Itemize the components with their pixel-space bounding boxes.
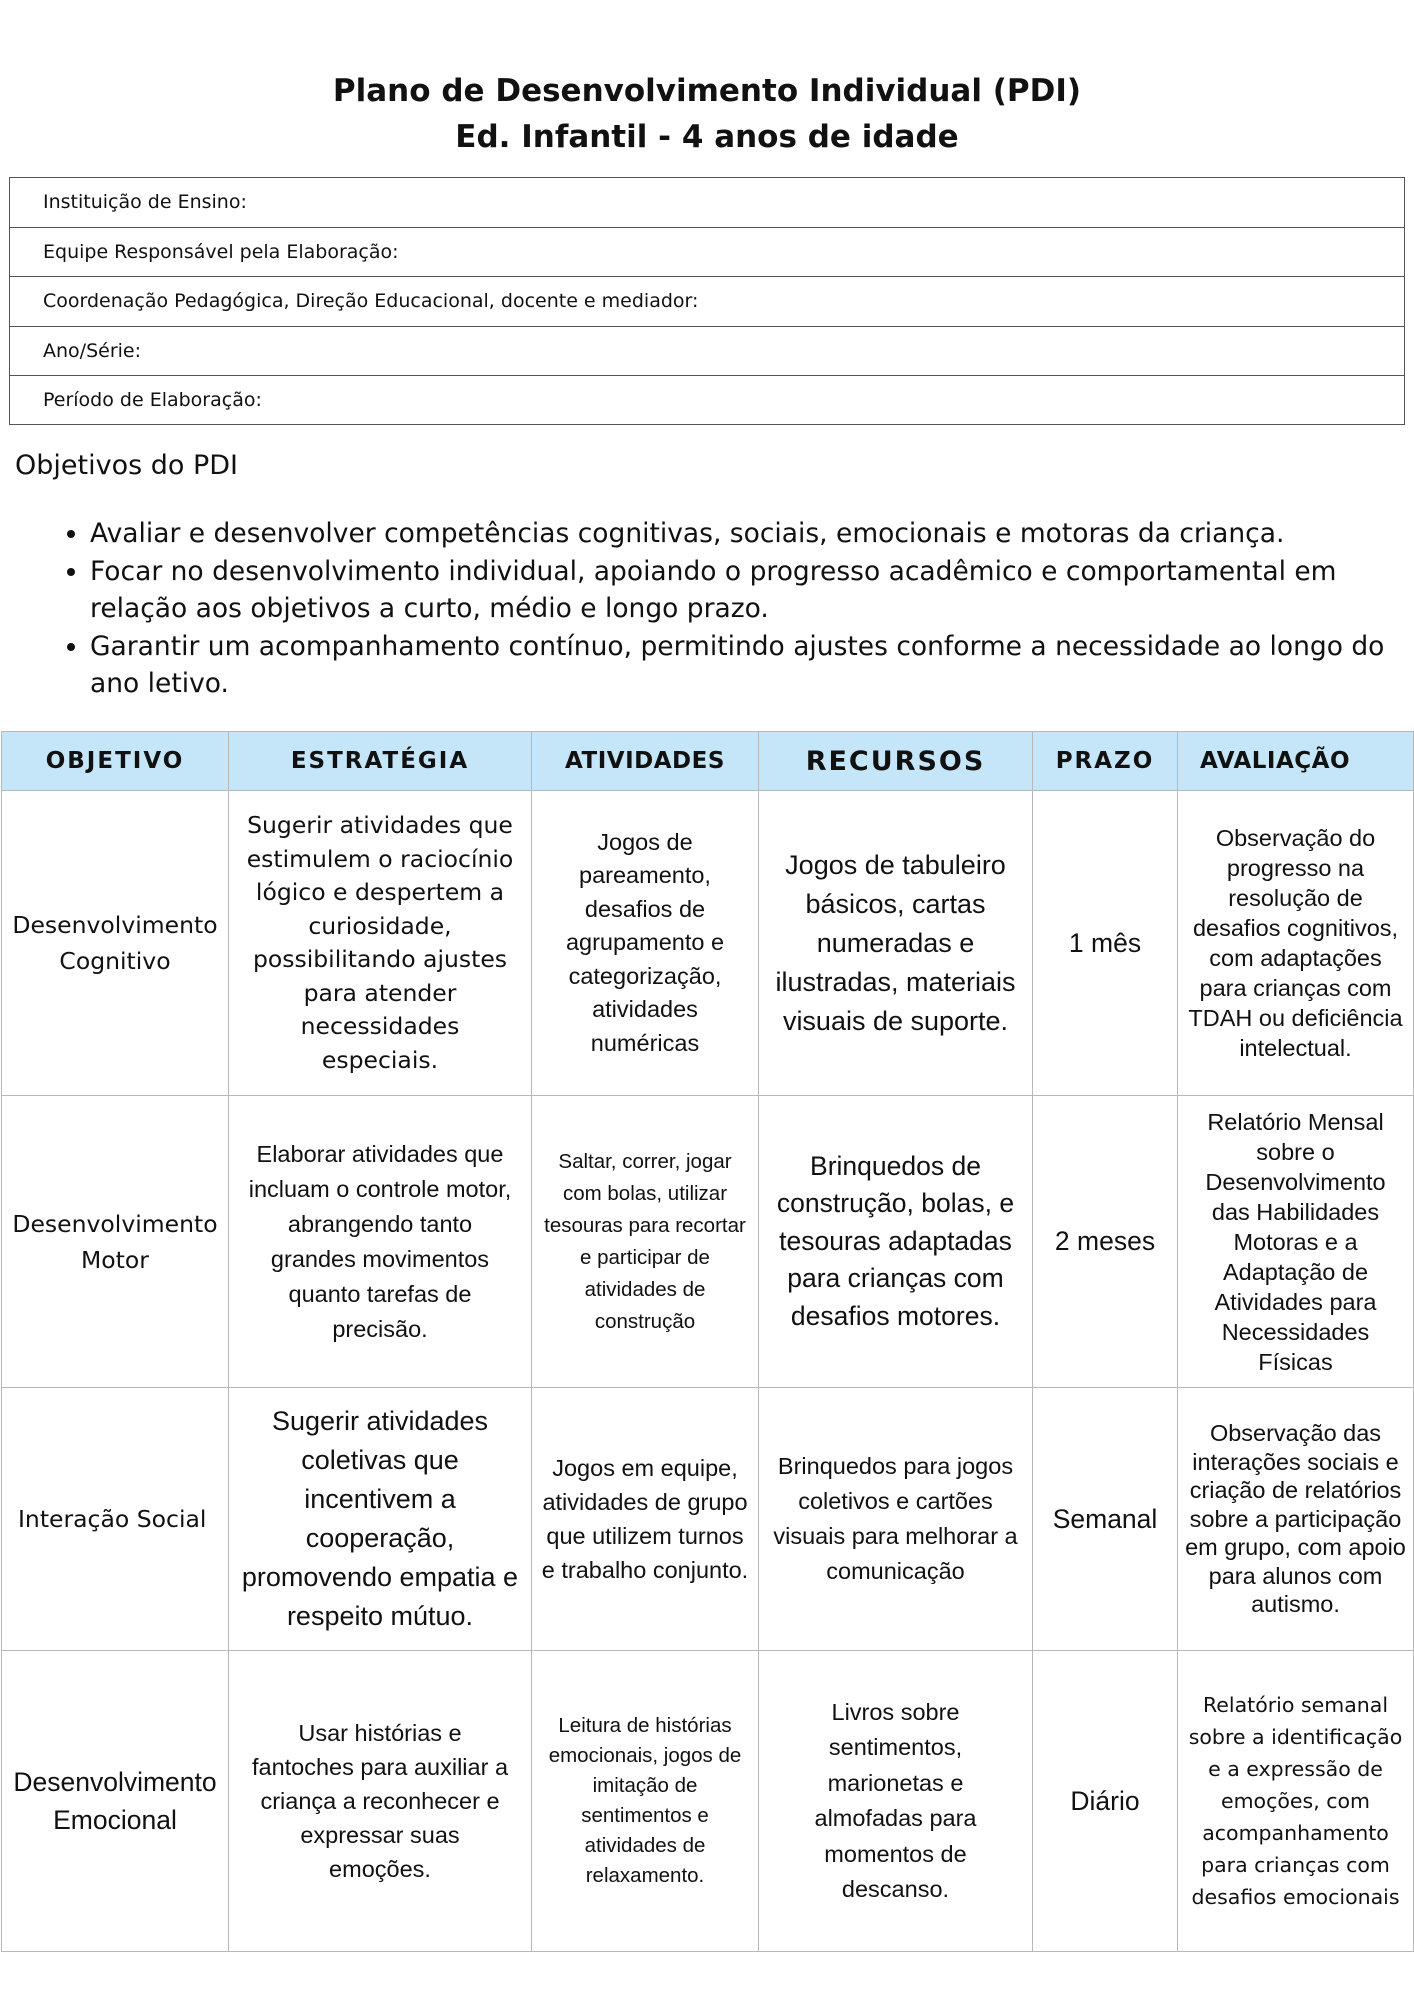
cell-avaliacao: Relatório Mensal sobre o Desenvolvimento das Habilidades Motoras e a Adaptação de Atividades para Necessidades Físicas [1178, 1096, 1414, 1388]
cell-avaliacao: Observação do progresso na resolução de desafios cognitivos, com adaptações para crianças com TDAH ou deficiência intelectual. [1178, 791, 1414, 1096]
cell-recursos: Brinquedos para jogos coletivos e cartões visuais para melhorar a comunicação [759, 1388, 1033, 1651]
table-row [2, 791, 1414, 1096]
cell-avaliacao: Relatório semanal sobre a identificação e a expressão de emoções, com acompanhamento para crianças com desafios emocionais [1178, 1651, 1414, 1952]
pdi-table [1, 731, 1414, 1952]
header-atividades: ATIVIDADES [532, 732, 759, 791]
cell-prazo: 1 mês [1033, 791, 1178, 1096]
cell-estrategia: Usar histórias e fantoches para auxiliar a criança a reconhecer e expressar suas emoções. [229, 1651, 532, 1952]
info-form [9, 177, 1405, 425]
cell-recursos: Livros sobre sentimentos, marionetas e almofadas para momentos de descanso. [759, 1651, 1033, 1952]
field-coordenacao[interactable]: Coordenação Pedagógica, Direção Educacional, docente e mediador: [10, 277, 1404, 327]
cell-avaliacao: Observação das interações sociais e criação de relatórios sobre a participação em grupo, com apoio para alunos com autismo. [1178, 1388, 1414, 1651]
cell-atividades: Jogos de pareamento, desafios de agrupamento e categorização, atividades numéricas [532, 791, 759, 1096]
cell-objetivo: Desenvolvimento Emocional [2, 1651, 229, 1952]
objective-item: • Garantir um acompanhamento contínuo, permitindo ajustes conforme a necessidade ao longo do ano letivo. [90, 628, 1390, 703]
header-estrategia: ESTRATÉGIA [229, 732, 532, 791]
objectives-heading: Objetivos do PDI [15, 450, 239, 481]
cell-estrategia: Sugerir atividades que estimulem o raciocínio lógico e despertem a curiosidade, possibilitando ajustes para atender necessidades especiais. [229, 791, 532, 1096]
table-row [2, 1388, 1414, 1651]
cell-prazo: Semanal [1033, 1388, 1178, 1651]
header-recursos: RECURSOS [759, 732, 1033, 791]
cell-recursos: Brinquedos de construção, bolas, e tesouras adaptadas para crianças com desafios motores. [759, 1096, 1033, 1388]
cell-atividades: Leitura de histórias emocionais, jogos de imitação de sentimentos e atividades de relaxamento. [532, 1651, 759, 1952]
objectives-list [52, 515, 1390, 703]
table-row [2, 1096, 1414, 1388]
table-header-row [2, 732, 1414, 791]
cell-atividades: Jogos em equipe, atividades de grupo que utilizem turnos e trabalho conjunto. [532, 1388, 759, 1651]
field-equipe[interactable]: Equipe Responsável pela Elaboração: [10, 228, 1404, 278]
cell-objetivo: Desenvolvimento Cognitivo [2, 791, 229, 1096]
table-row [2, 1651, 1414, 1952]
cell-objetivo: Interação Social [2, 1388, 229, 1651]
title-line-2: Ed. Infantil - 4 anos de idade [455, 119, 959, 155]
header-prazo: PRAZO [1033, 732, 1178, 791]
cell-prazo: 2 meses [1033, 1096, 1178, 1388]
cell-estrategia: Elaborar atividades que incluam o controle motor, abrangendo tanto grandes movimentos quanto tarefas de precisão. [229, 1096, 532, 1388]
objective-item: • Avaliar e desenvolver competências cognitivas, sociais, emocionais e motoras da criança. [90, 515, 1390, 553]
cell-recursos: Jogos de tabuleiro básicos, cartas numeradas e ilustradas, materiais visuais de suporte. [759, 791, 1033, 1096]
cell-objetivo: Desenvolvimento Motor [2, 1096, 229, 1388]
header-objetivo: OBJETIVO [2, 732, 229, 791]
objective-item: • Focar no desenvolvimento individual, apoiando o progresso acadêmico e comportamental em relação aos objetivos a curto, médio e longo prazo. [90, 553, 1390, 628]
title-line-1: Plano de Desenvolvimento Individual (PDI) [332, 73, 1082, 109]
field-ano-serie[interactable]: Ano/Série: [10, 327, 1404, 377]
field-periodo[interactable]: Período de Elaboração: [43, 389, 262, 412]
page-title [0, 68, 1414, 160]
cell-atividades: Saltar, correr, jogar com bolas, utilizar tesouras para recortar e participar de atividades de construção [532, 1096, 759, 1388]
cell-estrategia: Sugerir atividades coletivas que incentivem a cooperação, promovendo empatia e respeito mútuo. [229, 1388, 532, 1651]
header-avaliacao: AVALIAÇÃO [1178, 732, 1414, 791]
field-instituicao[interactable]: Instituição de Ensino: [10, 178, 1404, 228]
cell-prazo: Diário [1033, 1651, 1178, 1952]
